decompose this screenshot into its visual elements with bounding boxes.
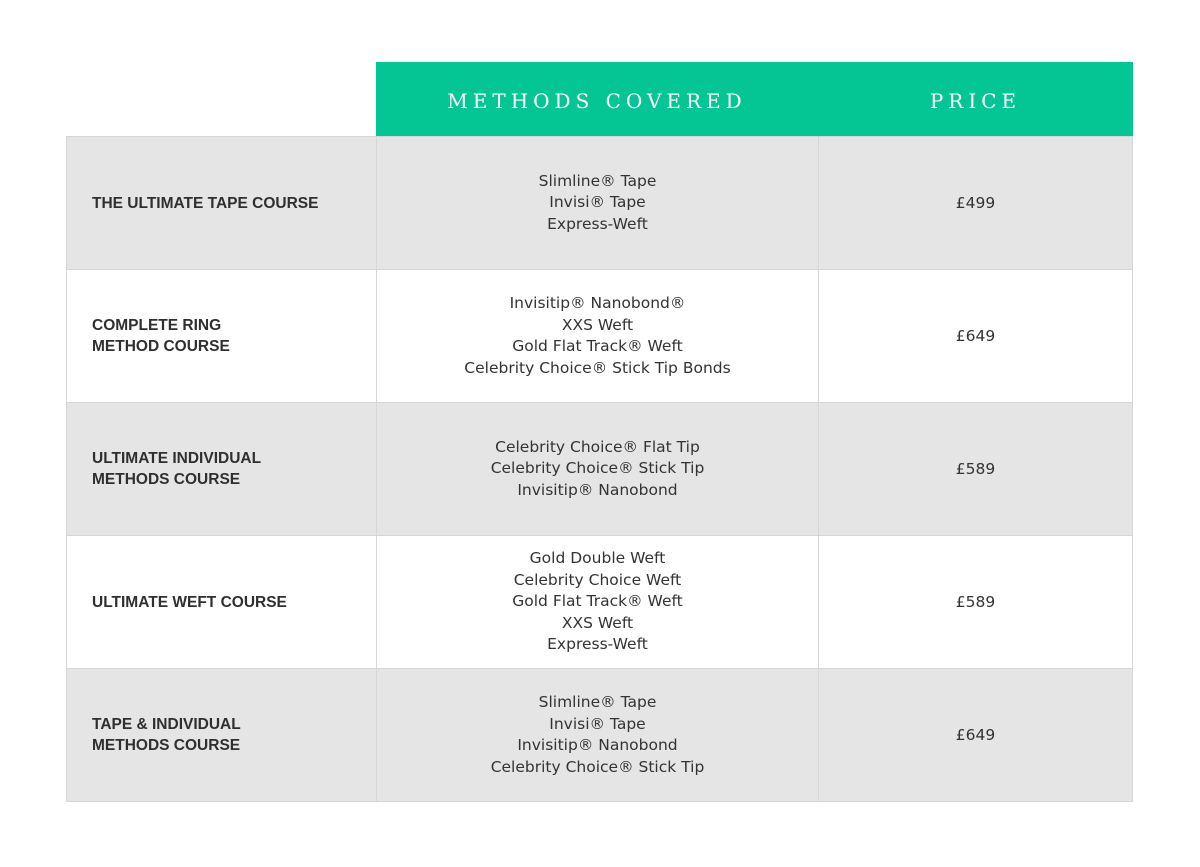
course-name: TAPE & INDIVIDUAL METHODS COURSE: [66, 669, 376, 801]
course-name: COMPLETE RING METHOD COURSE: [66, 270, 376, 402]
method-item: Celebrity Choice® Stick Tip Bonds: [464, 358, 731, 377]
methods-list: [491, 692, 705, 778]
table-row: [66, 137, 1133, 270]
course-price: £589: [818, 536, 1133, 668]
method-item: Gold Flat Track® Weft: [512, 592, 683, 611]
methods-list: [512, 548, 683, 656]
method-item: Gold Double Weft: [529, 549, 666, 568]
table-row: [66, 270, 1133, 403]
method-item: Celebrity Choice® Stick Tip: [490, 757, 705, 776]
course-price: £649: [818, 669, 1133, 801]
methods-list: [491, 437, 705, 502]
method-item: Express-Weft: [547, 214, 648, 233]
method-item: Celebrity Choice® Flat Tip: [495, 437, 700, 456]
methods-cell: [376, 270, 818, 402]
course-name: THE ULTIMATE TAPE COURSE: [66, 137, 376, 269]
method-item: Invisitip® Nanobond®: [509, 294, 686, 312]
methods-cell: [376, 536, 818, 668]
course-price: £589: [818, 403, 1133, 535]
method-item: Slimline® Tape: [538, 171, 657, 190]
method-item: Celebrity Choice® Stick Tip: [490, 459, 705, 478]
methods-list: [464, 293, 730, 379]
course-price-table: [66, 136, 1133, 802]
method-item: Gold Flat Track® Weft: [512, 337, 683, 355]
methods-cell: [376, 137, 818, 269]
course-name: ULTIMATE INDIVIDUAL METHODS COURSE: [66, 403, 376, 535]
table-row: [66, 403, 1133, 536]
table-row: [66, 536, 1133, 669]
price-header: PRICE: [929, 88, 1022, 113]
method-item: Invisitip® Nanobond: [517, 736, 678, 754]
method-item: Invisi® Tape: [549, 193, 646, 212]
methods-covered-header: METHODS COVERED: [447, 88, 747, 113]
table-row: [66, 669, 1133, 802]
method-item: Slimline® Tape: [538, 693, 657, 711]
table-header: [376, 62, 1133, 136]
method-item: XXS Weft: [561, 315, 634, 334]
method-item: Celebrity Choice Weft: [513, 570, 682, 589]
method-item: Invisitip® Nanobond: [517, 480, 678, 499]
methods-cell: [376, 403, 818, 535]
method-item: XXS Weft: [561, 613, 634, 632]
methods-cell: [376, 669, 818, 801]
method-item: Invisi® Tape: [549, 714, 646, 733]
course-price: £649: [818, 270, 1133, 402]
course-price: £499: [818, 137, 1133, 269]
methods-list: [539, 171, 657, 236]
method-item: Express-Weft: [547, 635, 648, 654]
course-name: ULTIMATE WEFT COURSE: [66, 536, 376, 668]
